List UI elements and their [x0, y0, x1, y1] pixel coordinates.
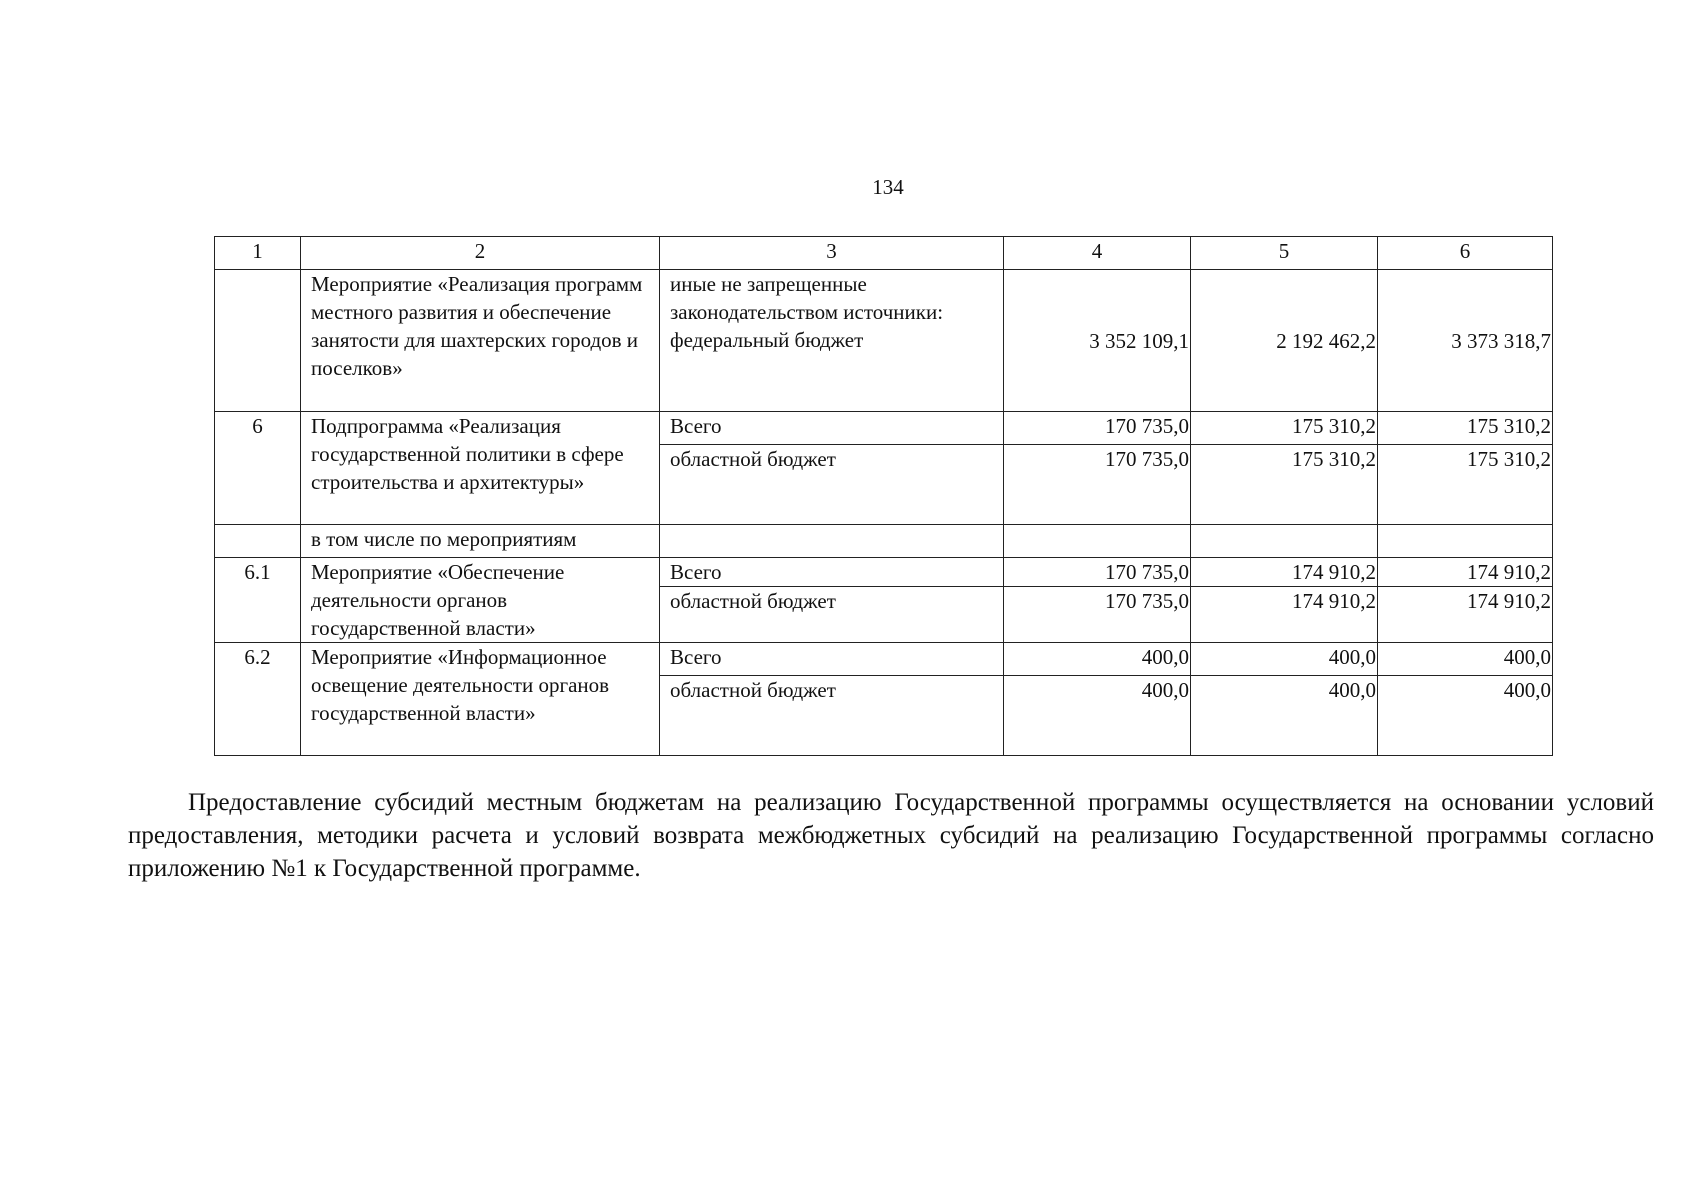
funding-source: областной бюджет: [660, 445, 1004, 525]
value-col4: 400,0: [1004, 643, 1191, 676]
value-col5: 2 192 462,2: [1191, 270, 1378, 412]
row-number: 6.1: [215, 558, 301, 643]
value-col4: 170 735,0: [1004, 558, 1191, 587]
value-col6: [1378, 525, 1553, 558]
funding-source: областной бюджет: [660, 587, 1004, 643]
row-name: Мероприятие «Обеспечение деятельности органов государственной власти»: [301, 558, 660, 643]
funding-source: Всего: [660, 558, 1004, 587]
table-row: [215, 270, 1553, 412]
funding-source: Всего: [660, 643, 1004, 676]
table-row: [215, 525, 1553, 558]
table-row: [215, 558, 1553, 587]
value-col6: 175 310,2: [1378, 412, 1553, 445]
value-col6: 400,0: [1378, 643, 1553, 676]
budget-table: [214, 236, 1553, 756]
row-name: Подпрограмма «Реализация государственной политики в сфере строительства и архитектуры»: [301, 412, 660, 525]
value-col4: 170 735,0: [1004, 445, 1191, 525]
value-col6: 175 310,2: [1378, 445, 1553, 525]
value-col5: 174 910,2: [1191, 558, 1378, 587]
row-number: 6: [215, 412, 301, 525]
table-row: [215, 412, 1553, 445]
value-col4: 400,0: [1004, 676, 1191, 756]
row-name: Мероприятие «Информационное освещение деятельности органов государственной власти»: [301, 643, 660, 756]
page-number: 134: [872, 175, 904, 199]
column-header: 6: [1378, 237, 1553, 270]
table-row: [215, 643, 1553, 676]
value-col5: [1191, 525, 1378, 558]
value-col4: 170 735,0: [1004, 587, 1191, 643]
funding-source: [660, 525, 1004, 558]
column-header: 4: [1004, 237, 1191, 270]
value-col6: 3 373 318,7: [1378, 270, 1553, 412]
funding-source: областной бюджет: [660, 676, 1004, 756]
value-col5: 175 310,2: [1191, 445, 1378, 525]
column-header: 3: [660, 237, 1004, 270]
value-col5: 175 310,2: [1191, 412, 1378, 445]
body-paragraph: Предоставление субсидий местным бюджетам на реализацию Государственной программы осуществляется на основании условий предоставления, методики расчета и условий возврата межбюджетных субсидий на реализацию Государственной программы согласно приложению №1 к Государственной программе.: [128, 789, 1654, 882]
row-name: Мероприятие «Реализация программ местного развития и обеспечение занятости для шахтерских городов и поселков»: [301, 270, 660, 412]
row-number: [215, 525, 301, 558]
funding-source: иные не запрещенные законодательством источники: федеральный бюджет: [660, 270, 1004, 412]
value-col4: 170 735,0: [1004, 412, 1191, 445]
column-header: 1: [215, 237, 301, 270]
column-header: 2: [301, 237, 660, 270]
column-header: 5: [1191, 237, 1378, 270]
row-name: в том числе по мероприятиям: [301, 525, 660, 558]
row-number: [215, 270, 301, 412]
value-col5: 400,0: [1191, 676, 1378, 756]
value-col4: 3 352 109,1: [1004, 270, 1191, 412]
row-number: 6.2: [215, 643, 301, 756]
value-col5: 400,0: [1191, 643, 1378, 676]
value-col4: [1004, 525, 1191, 558]
value-col6: 174 910,2: [1378, 558, 1553, 587]
value-col6: 174 910,2: [1378, 587, 1553, 643]
value-col6: 400,0: [1378, 676, 1553, 756]
table-header-row: [215, 237, 1553, 270]
funding-source: Всего: [660, 412, 1004, 445]
value-col5: 174 910,2: [1191, 587, 1378, 643]
